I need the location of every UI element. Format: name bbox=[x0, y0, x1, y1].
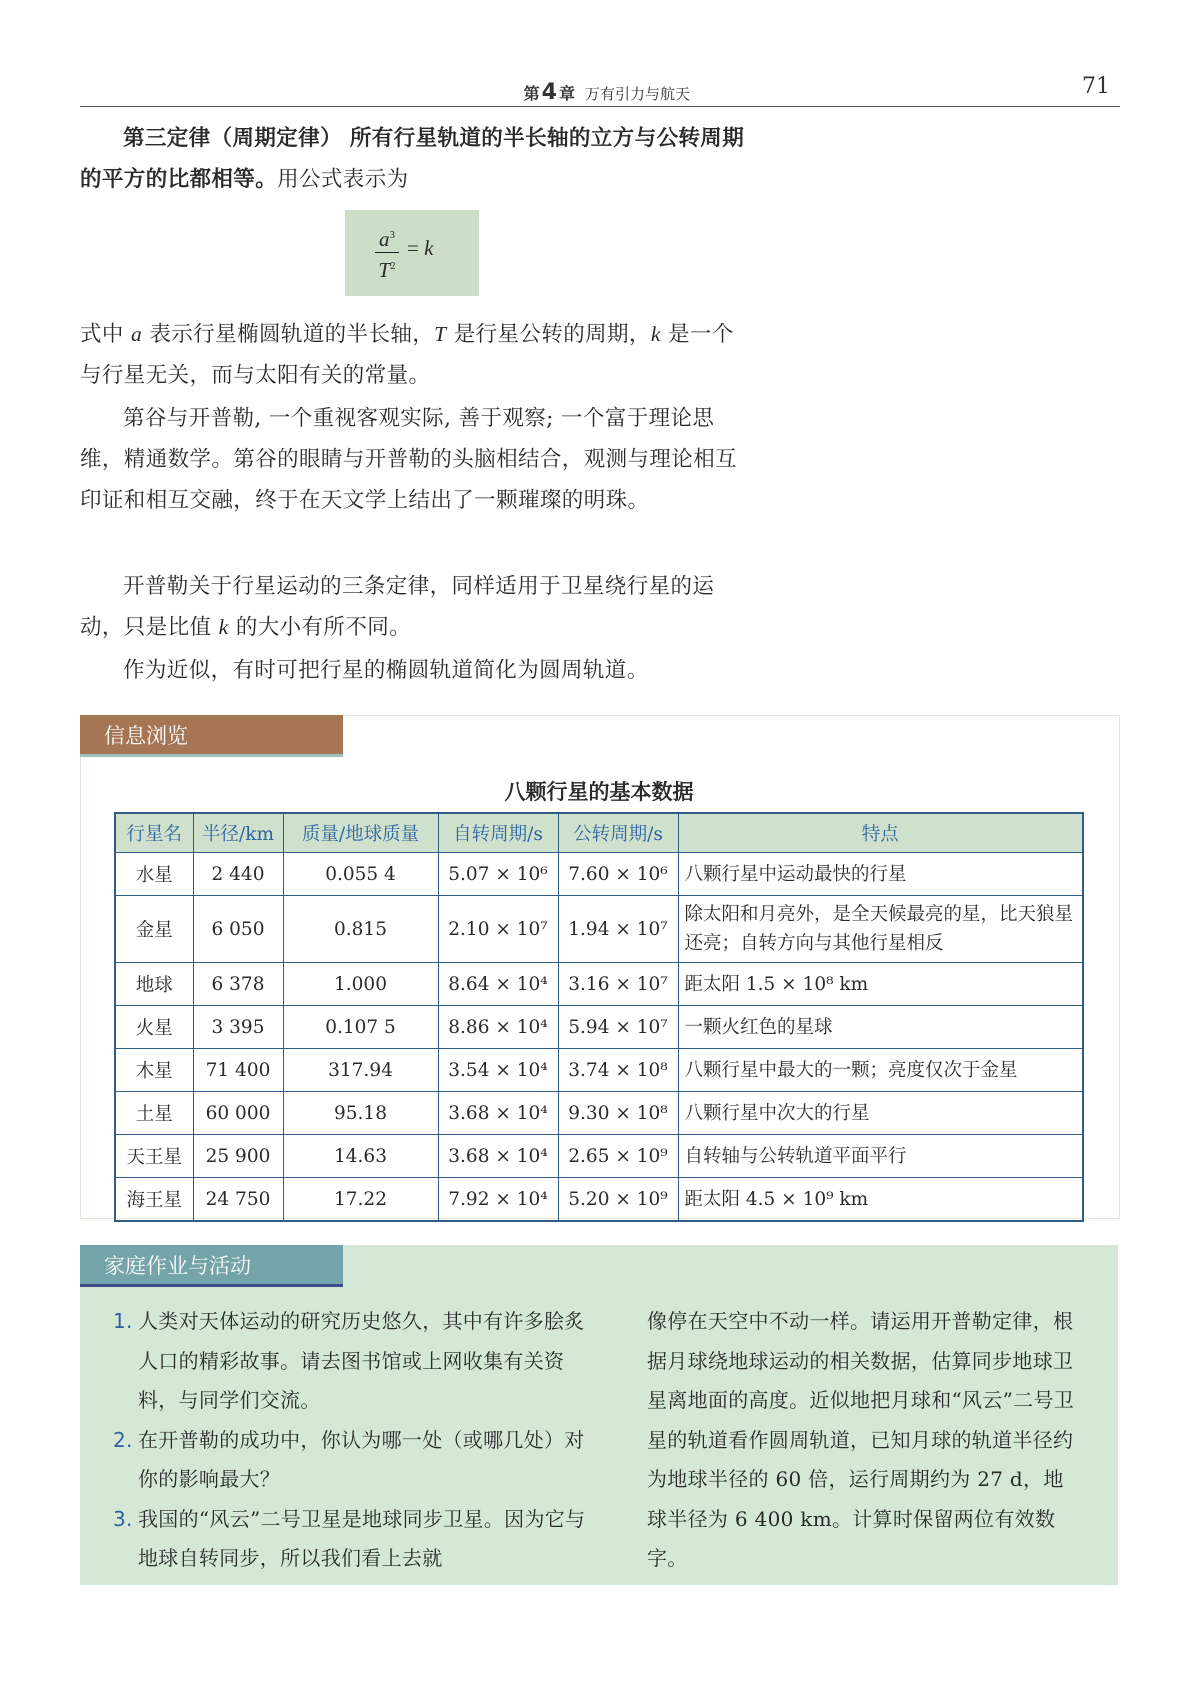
table-cell: 金星 bbox=[115, 896, 193, 963]
formula-rhs: = k bbox=[407, 236, 434, 260]
table-cell: 水星 bbox=[115, 853, 193, 896]
table-cell: 八颗行星中运动最快的行星 bbox=[678, 853, 1083, 896]
column-header: 自转周期/s bbox=[438, 813, 558, 853]
table-cell: 地球 bbox=[115, 963, 193, 1006]
formula-fraction bbox=[375, 222, 399, 283]
table-cell: 距太阳 1.5 × 10⁸ km bbox=[678, 963, 1083, 1006]
planet-data-table bbox=[114, 812, 1084, 1222]
table-cell: 3.16 × 10⁷ bbox=[558, 963, 678, 1006]
table-row bbox=[115, 1006, 1083, 1049]
running-header bbox=[80, 72, 1120, 107]
table-cell: 5.94 × 10⁷ bbox=[558, 1006, 678, 1049]
chapter-number: 4 bbox=[541, 80, 557, 105]
table-cell: 0.107 5 bbox=[283, 1006, 438, 1049]
table-row bbox=[115, 1092, 1083, 1135]
table-cell: 3.74 × 10⁸ bbox=[558, 1049, 678, 1092]
formula-denominator: $T^2$ bbox=[378, 258, 396, 282]
homework-item-3-continued: 像停在天空中不动一样。请运用开普勒定律，根据月球绕地球运动的相关数据，估算同步地球卫星离地面的高度。近似地把月球和“风云”二号卫星的轨道看作圆周轨道，已知月球的轨道半径约为地球半径的 60 倍，运行周期约为 27 d，地球半径为 6 400 km。计算时保留两位有效数字。 bbox=[647, 1309, 1075, 1570]
homework-item-text: 我国的“风云”二号卫星是地球同步卫星。因为它与地球自转同步，所以我们看上去就 bbox=[138, 1506, 586, 1570]
table-cell: 7.92 × 10⁴ bbox=[438, 1178, 558, 1222]
table-row bbox=[115, 963, 1083, 1006]
table-cell: 自转轴与公转轨道平面平行 bbox=[678, 1135, 1083, 1178]
homework-tab: 家庭作业与活动 bbox=[80, 1245, 343, 1287]
table-cell: 2 440 bbox=[193, 853, 283, 896]
homework-left-column bbox=[80, 1302, 600, 1579]
column-header: 质量/地球质量 bbox=[283, 813, 438, 853]
table-row bbox=[115, 1135, 1083, 1178]
table-cell: 1.000 bbox=[283, 963, 438, 1006]
table-cell: 17.22 bbox=[283, 1178, 438, 1222]
table-cell: 3.68 × 10⁴ bbox=[438, 1135, 558, 1178]
table-cell: 9.30 × 10⁸ bbox=[558, 1092, 678, 1135]
table-cell: 八颗行星中最大的一颗；亮度仅次于金星 bbox=[678, 1049, 1083, 1092]
table-row bbox=[115, 896, 1083, 963]
table-title: 八颗行星的基本数据 bbox=[504, 780, 694, 804]
tycho-kepler-paragraph: 第谷与开普勒, 一个重视客观实际, 善于观察; 一个富于理论思维，精通数学。第谷的眼睛与开普勒的头脑相结合，观测与理论相互印证和相互交融，终于在天文学上结出了一颗璀璨的明珠。 bbox=[80, 406, 738, 513]
table-cell: 海王星 bbox=[115, 1178, 193, 1222]
third-law-statement: 第三定律（周期定律） 所有行星轨道的半长轴的立方与公转周期的平方的比都相等。 bbox=[80, 126, 745, 192]
table-header-row bbox=[115, 813, 1083, 853]
formula-numerator: $a^3$ bbox=[375, 222, 399, 253]
column-header: 半径/km bbox=[193, 813, 283, 853]
table-cell: 0.055 4 bbox=[283, 853, 438, 896]
table-cell: 7.60 × 10⁶ bbox=[558, 853, 678, 896]
table-cell: 95.18 bbox=[283, 1092, 438, 1135]
homework-item-number: 3. bbox=[113, 1506, 133, 1531]
homework-item bbox=[80, 1302, 600, 1421]
homework-item-text: 在开普勒的成功中，你认为哪一处（或哪几处）对你的影响最大？ bbox=[138, 1427, 585, 1491]
homework-item bbox=[80, 1500, 600, 1579]
chapter-label-post: 章 bbox=[558, 84, 575, 103]
table-cell: 6 378 bbox=[193, 963, 283, 1006]
table-cell: 5.20 × 10⁹ bbox=[558, 1178, 678, 1222]
formula-box bbox=[345, 210, 479, 296]
column-header: 特点 bbox=[678, 813, 1083, 853]
table-cell: 3 395 bbox=[193, 1006, 283, 1049]
table-row bbox=[115, 1049, 1083, 1092]
table-cell: 除太阳和月亮外，是全天候最亮的星，比天狼星还亮；自转方向与其他行星相反 bbox=[678, 896, 1083, 963]
table-cell: 土星 bbox=[115, 1092, 193, 1135]
third-law-paragraph bbox=[80, 118, 748, 200]
table-cell: 3.54 × 10⁴ bbox=[438, 1049, 558, 1092]
column-header: 公转周期/s bbox=[558, 813, 678, 853]
table-cell: 24 750 bbox=[193, 1178, 283, 1222]
info-browse-tab: 信息浏览 bbox=[80, 715, 343, 757]
table-cell: 2.10 × 10⁷ bbox=[438, 896, 558, 963]
chapter-label-pre: 第 bbox=[523, 84, 540, 103]
table-cell: 6 050 bbox=[193, 896, 283, 963]
chapter-heading bbox=[524, 80, 690, 105]
chapter-title: 万有引力与航天 bbox=[584, 85, 690, 103]
table-cell: 0.815 bbox=[283, 896, 438, 963]
table-cell: 天王星 bbox=[115, 1135, 193, 1178]
third-law-lead: 用公式表示为 bbox=[277, 167, 409, 192]
table-cell: 60 000 bbox=[193, 1092, 283, 1135]
table-cell: 一颗火红色的星球 bbox=[678, 1006, 1083, 1049]
homework-item-number: 2. bbox=[113, 1427, 133, 1452]
table-cell: 距太阳 4.5 × 10⁹ km bbox=[678, 1178, 1083, 1222]
table-cell: 71 400 bbox=[193, 1049, 283, 1092]
table-cell: 8.86 × 10⁴ bbox=[438, 1006, 558, 1049]
table-cell: 8.64 × 10⁴ bbox=[438, 963, 558, 1006]
homework-item-text: 人类对天体运动的研究历史悠久，其中有许多脍炙人口的精彩故事。请去图书馆或上网收集有关资料，与同学们交流。 bbox=[138, 1309, 585, 1412]
table-cell: 2.65 × 10⁹ bbox=[558, 1135, 678, 1178]
table-cell: 14.63 bbox=[283, 1135, 438, 1178]
homework-item-number: 1. bbox=[113, 1309, 133, 1333]
table-cell: 5.07 × 10⁶ bbox=[438, 853, 558, 896]
table-cell: 火星 bbox=[115, 1006, 193, 1049]
table-row bbox=[115, 1178, 1083, 1222]
table-cell: 八颗行星中次大的行星 bbox=[678, 1092, 1083, 1135]
satellite-paragraph: 开普勒关于行星运动的三条定律，同样适用于卫星绕行星的运动，只是比值 k 的大小有所不同。 bbox=[80, 574, 715, 640]
page-number: 71 bbox=[1082, 74, 1110, 99]
table-cell: 木星 bbox=[115, 1049, 193, 1092]
table-row bbox=[115, 853, 1083, 896]
approximation-paragraph: 作为近似，有时可把行星的椭圆轨道简化为圆周轨道。 bbox=[123, 658, 649, 683]
table-cell: 317.94 bbox=[283, 1049, 438, 1092]
homework-right-column bbox=[647, 1302, 1083, 1579]
table-cell: 3.68 × 10⁴ bbox=[438, 1092, 558, 1135]
column-header: 行星名 bbox=[115, 813, 193, 853]
formula-explanation: 式中 a 表示行星椭圆轨道的半长轴，T 是行星公转的周期，k 是一个与行星无关，而与太阳有关的常量。 bbox=[80, 322, 734, 388]
table-cell: 25 900 bbox=[193, 1135, 283, 1178]
homework-item bbox=[80, 1421, 600, 1500]
table-cell: 1.94 × 10⁷ bbox=[558, 896, 678, 963]
